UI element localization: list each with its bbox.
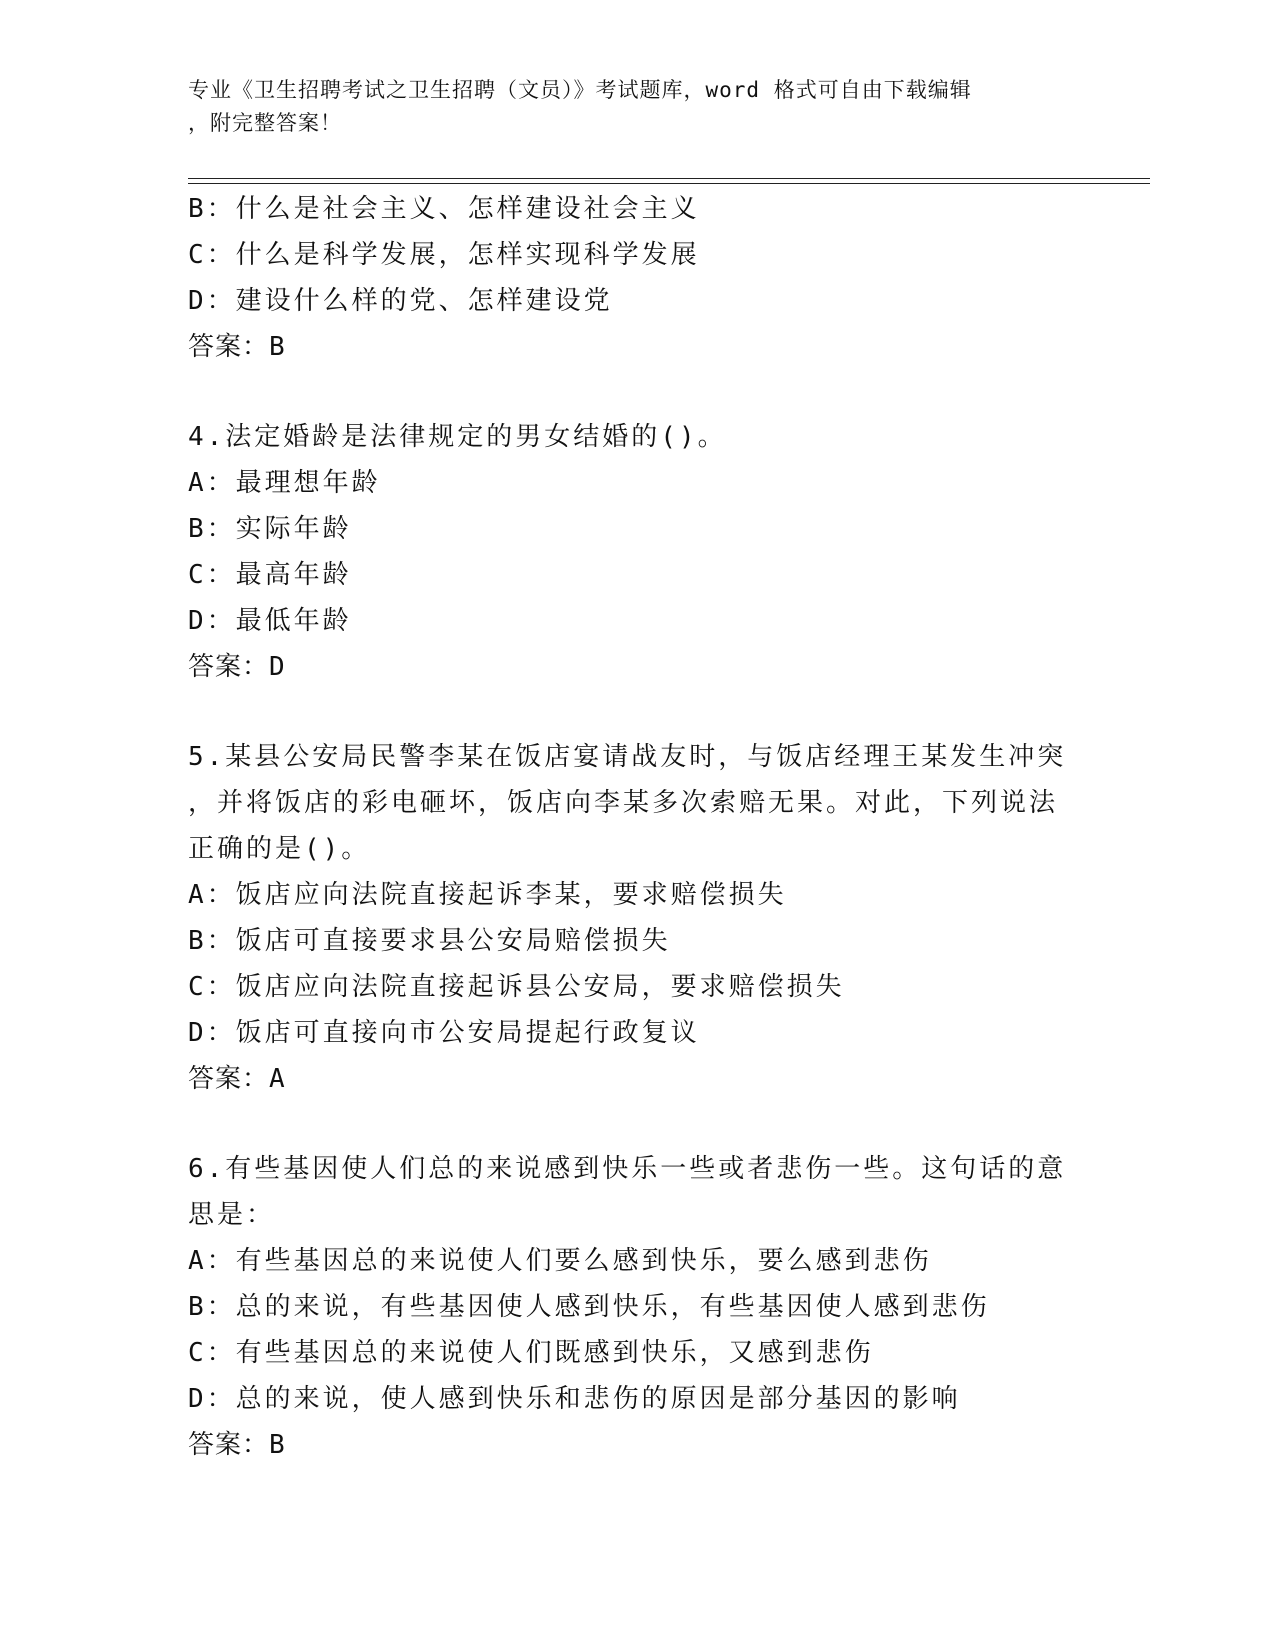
option-d: D：总的来说，使人感到快乐和悲伤的原因是部分基因的影响 [188,1384,961,1414]
question-3-block [188,186,1088,370]
option-c: C：什么是科学发展，怎样实现科学发展 [188,240,700,270]
option-d: D：最低年龄 [188,606,352,636]
answer: 答案：A [188,1064,286,1094]
option-b: B：什么是社会主义、怎样建设社会主义 [188,194,700,224]
question-text-line-1: 5.某县公安局民警李某在饭店宴请战友时，与饭店经理王某发生冲突 [188,742,1067,772]
header-line-2: ，附完整答案！ [188,111,342,135]
question-4-block [188,414,1088,690]
question-text-line-3: 正确的是()。 [188,834,371,864]
option-b: B：总的来说，有些基因使人感到快乐，有些基因使人感到悲伤 [188,1292,990,1322]
option-b: B：饭店可直接要求县公安局赔偿损失 [188,926,671,956]
document-header [188,74,1068,140]
question-6-block [188,1146,1088,1468]
document-body [188,186,1088,1468]
answer: 答案：D [188,652,286,682]
option-d: D：饭店可直接向市公安局提起行政复议 [188,1018,700,1048]
answer: 答案：B [188,1430,286,1460]
spacer [188,370,1088,414]
spacer [188,1102,1088,1146]
question-text-line-2: 思是： [188,1200,276,1230]
header-line-1: 专业《卫生招聘考试之卫生招聘（文员）》考试题库，word 格式可自由下载编辑 [188,78,972,102]
header-divider-top [188,178,1150,179]
spacer [188,690,1088,734]
question-5-block [188,734,1088,1102]
option-d: D：建设什么样的党、怎样建设党 [188,286,613,316]
question-text: 4.法定婚龄是法律规定的男女结婚的()。 [188,422,727,452]
option-a: A：最理想年龄 [188,468,381,498]
answer: 答案：B [188,332,286,362]
question-text-line-1: 6.有些基因使人们总的来说感到快乐一些或者悲伤一些。这句话的意 [188,1154,1067,1184]
option-c: C：有些基因总的来说使人们既感到快乐，又感到悲伤 [188,1338,874,1368]
option-a: A：饭店应向法院直接起诉李某，要求赔偿损失 [188,880,787,910]
option-c: C：最高年龄 [188,560,352,590]
option-c: C：饭店应向法院直接起诉县公安局，要求赔偿损失 [188,972,845,1002]
option-a: A：有些基因总的来说使人们要么感到快乐，要么感到悲伤 [188,1246,932,1276]
header-divider-bottom [188,183,1150,184]
option-b: B：实际年龄 [188,514,352,544]
question-text-line-2: ，并将饭店的彩电砸坏，饭店向李某多次索赔无果。对此，下列说法 [188,788,1059,818]
